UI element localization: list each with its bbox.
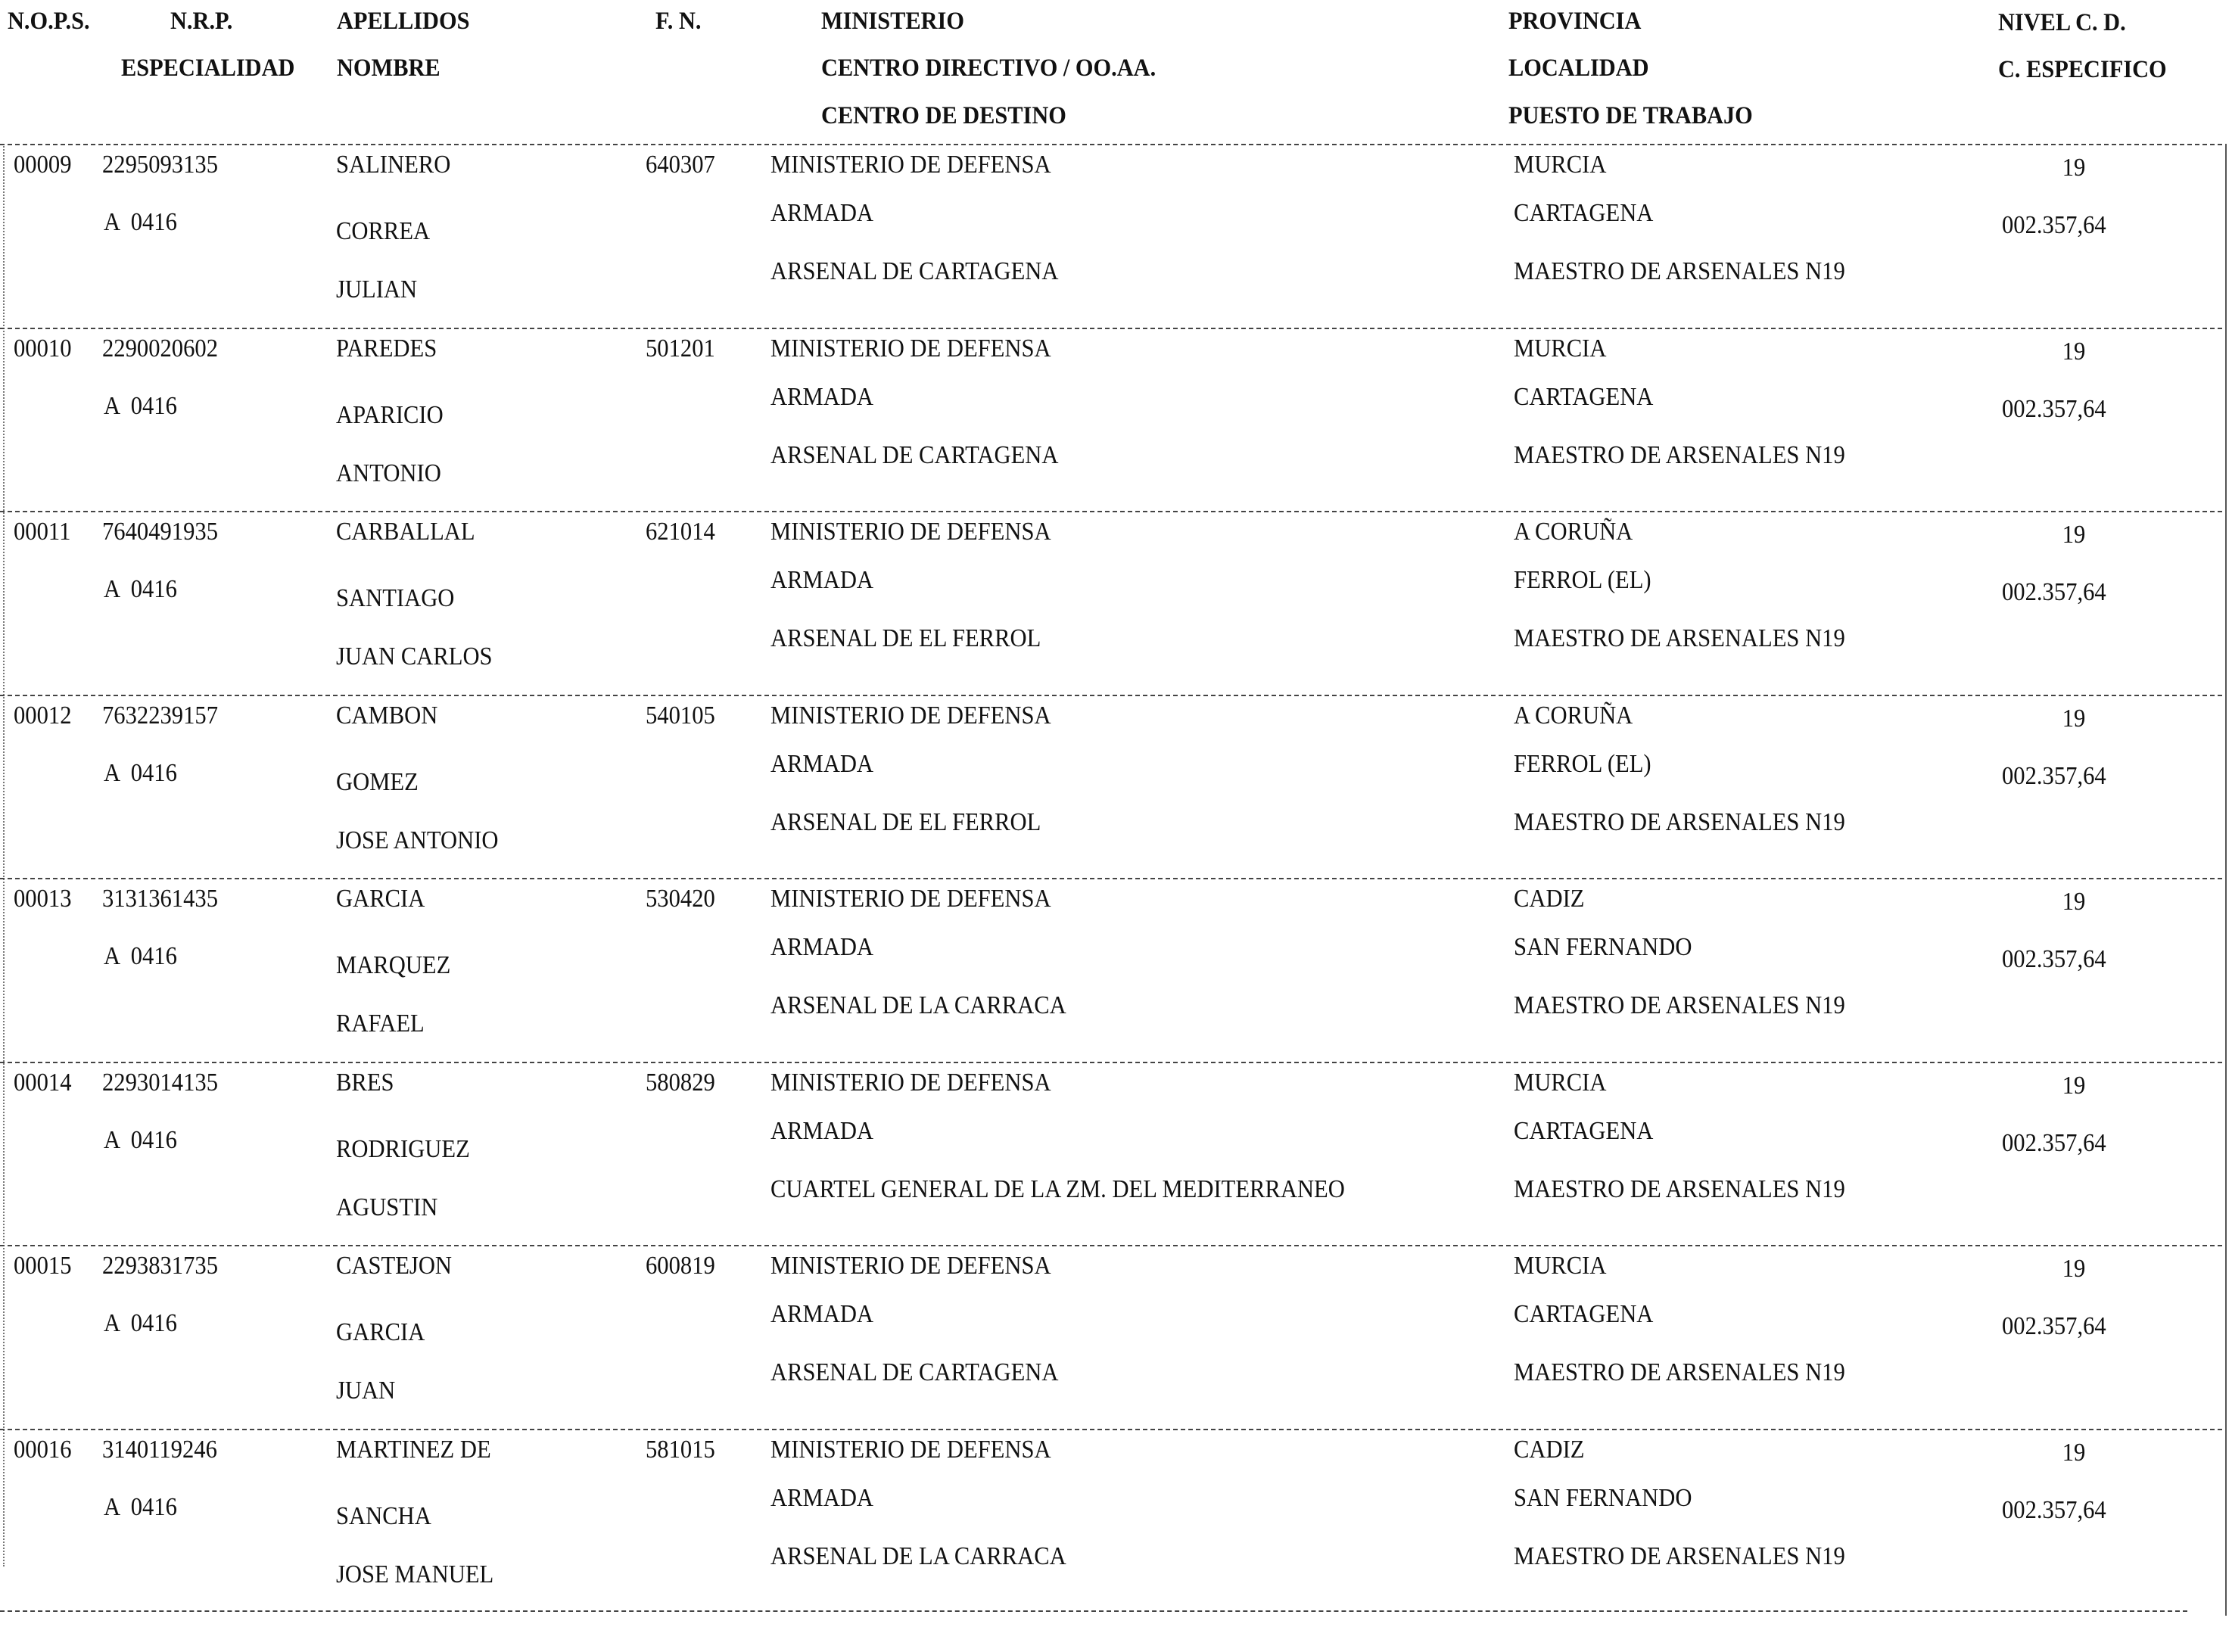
cell-ministerio: MINISTERIO DE DEFENSA bbox=[770, 701, 1051, 730]
cell-localidad: SAN FERNANDO bbox=[1514, 1483, 1692, 1512]
cell-apellido2: MARQUEZ bbox=[336, 951, 451, 979]
cell-nombre: RAFAEL bbox=[336, 1010, 425, 1038]
table-row bbox=[0, 1429, 2232, 1613]
cell-especialidad: A 0416 bbox=[104, 1125, 177, 1154]
cell-localidad: FERROL (EL) bbox=[1514, 749, 1651, 778]
header-nivel: NIVEL C. D. bbox=[1998, 9, 2126, 36]
cell-ministerio: MINISTERIO DE DEFENSA bbox=[770, 885, 1051, 913]
table-row bbox=[0, 511, 2232, 695]
cell-puesto: MAESTRO DE ARSENALES N19 bbox=[1514, 624, 1845, 652]
cell-apellido1: SALINERO bbox=[336, 151, 451, 179]
cell-nrp: 2295093135 bbox=[102, 151, 218, 179]
cell-puesto: MAESTRO DE ARSENALES N19 bbox=[1514, 257, 1845, 285]
cell-apellido1: CAMBON bbox=[336, 701, 438, 730]
cell-especifico: 002.357,64 bbox=[2002, 394, 2106, 423]
cell-especialidad: A 0416 bbox=[104, 1492, 177, 1521]
row-separator bbox=[0, 144, 2222, 145]
cell-fn: 581015 bbox=[646, 1435, 715, 1464]
cell-centro-destino: ARSENAL DE EL FERROL bbox=[770, 807, 1041, 836]
cell-provincia: CADIZ bbox=[1514, 885, 1585, 913]
row-separator bbox=[0, 511, 2222, 512]
cell-fn: 640307 bbox=[646, 151, 715, 179]
cell-apellido1: MARTINEZ DE bbox=[336, 1435, 491, 1464]
cell-ministerio: MINISTERIO DE DEFENSA bbox=[770, 1252, 1051, 1280]
cell-especifico: 002.357,64 bbox=[2002, 1128, 2106, 1157]
cell-nivel: 19 bbox=[2062, 888, 2086, 916]
table-row bbox=[0, 1245, 2232, 1429]
header-especifico: C. ESPECIFICO bbox=[1998, 56, 2167, 83]
cell-nombre: JOSE MANUEL bbox=[336, 1560, 494, 1588]
table-row bbox=[0, 328, 2232, 512]
cell-nombre: AGUSTIN bbox=[336, 1193, 438, 1221]
cell-centro-destino: ARSENAL DE CARTAGENA bbox=[770, 1358, 1059, 1386]
cell-nops: 00011 bbox=[14, 518, 71, 546]
table-row bbox=[0, 878, 2232, 1062]
cell-apellido1: GARCIA bbox=[336, 885, 425, 913]
cell-ministerio: MINISTERIO DE DEFENSA bbox=[770, 518, 1051, 546]
cell-nops: 00015 bbox=[14, 1252, 72, 1280]
cell-apellido2: RODRIGUEZ bbox=[336, 1134, 470, 1163]
cell-localidad: CARTAGENA bbox=[1514, 1300, 1654, 1328]
cell-puesto: MAESTRO DE ARSENALES N19 bbox=[1514, 1358, 1845, 1386]
cell-nivel: 19 bbox=[2062, 337, 2086, 366]
cell-centro-directivo: ARMADA bbox=[770, 1300, 874, 1328]
cell-provincia: MURCIA bbox=[1514, 151, 1607, 179]
row-separator bbox=[0, 1429, 2222, 1430]
cell-provincia: A CORUÑA bbox=[1514, 518, 1633, 546]
cell-nivel: 19 bbox=[2062, 521, 2086, 549]
cell-provincia: MURCIA bbox=[1514, 1252, 1607, 1280]
cell-nivel: 19 bbox=[2062, 1438, 2086, 1467]
cell-nrp: 3131361435 bbox=[102, 885, 218, 913]
cell-fn: 580829 bbox=[646, 1068, 715, 1097]
cell-nombre: JUAN bbox=[336, 1377, 396, 1405]
cell-centro-destino: ARSENAL DE LA CARRACA bbox=[770, 1542, 1066, 1570]
header-provincia: PROVINCIA bbox=[1508, 8, 1642, 35]
cell-centro-directivo: ARMADA bbox=[770, 933, 874, 961]
cell-nombre: JULIAN bbox=[336, 275, 418, 303]
bottom-rule bbox=[0, 1610, 2187, 1612]
cell-nops: 00014 bbox=[14, 1068, 72, 1097]
cell-nops: 00016 bbox=[14, 1435, 72, 1464]
cell-localidad: CARTAGENA bbox=[1514, 1116, 1654, 1145]
cell-centro-destino: ARSENAL DE LA CARRACA bbox=[770, 991, 1066, 1019]
header-nops: N.O.P.S. bbox=[8, 8, 90, 35]
cell-centro-directivo: ARMADA bbox=[770, 382, 874, 411]
header-especialidad: ESPECIALIDAD bbox=[121, 54, 295, 82]
cell-centro-directivo: ARMADA bbox=[770, 749, 874, 778]
header-ministerio: MINISTERIO bbox=[821, 8, 964, 35]
header-fn: F. N. bbox=[655, 8, 702, 35]
cell-nops: 00012 bbox=[14, 701, 72, 730]
cell-nombre: JOSE ANTONIO bbox=[336, 826, 499, 854]
header-nrp: N.R.P. bbox=[170, 8, 233, 35]
cell-provincia: A CORUÑA bbox=[1514, 701, 1633, 730]
cell-especialidad: A 0416 bbox=[104, 758, 177, 787]
cell-nrp: 2290020602 bbox=[102, 334, 218, 362]
table-row bbox=[0, 1062, 2232, 1246]
cell-nrp: 7640491935 bbox=[102, 518, 218, 546]
cell-nops: 00013 bbox=[14, 885, 72, 913]
row-separator bbox=[0, 695, 2222, 696]
cell-centro-destino: ARSENAL DE EL FERROL bbox=[770, 624, 1041, 652]
cell-ministerio: MINISTERIO DE DEFENSA bbox=[770, 151, 1051, 179]
cell-fn: 621014 bbox=[646, 518, 715, 546]
cell-fn: 600819 bbox=[646, 1252, 715, 1280]
cell-nrp: 3140119246 bbox=[102, 1435, 217, 1464]
cell-nops: 00009 bbox=[14, 151, 72, 179]
cell-nops: 00010 bbox=[14, 334, 72, 362]
cell-centro-directivo: ARMADA bbox=[770, 1116, 874, 1145]
cell-nrp: 2293014135 bbox=[102, 1068, 218, 1097]
cell-localidad: CARTAGENA bbox=[1514, 382, 1654, 411]
cell-nrp: 7632239157 bbox=[102, 701, 218, 730]
cell-especialidad: A 0416 bbox=[104, 208, 177, 236]
cell-apellido2: GOMEZ bbox=[336, 767, 419, 796]
cell-puesto: MAESTRO DE ARSENALES N19 bbox=[1514, 807, 1845, 836]
cell-nombre: ANTONIO bbox=[336, 459, 441, 487]
cell-apellido1: PAREDES bbox=[336, 334, 437, 362]
cell-especialidad: A 0416 bbox=[104, 942, 177, 970]
cell-ministerio: MINISTERIO DE DEFENSA bbox=[770, 1068, 1051, 1097]
cell-apellido2: SANTIAGO bbox=[336, 584, 455, 612]
cell-nivel: 19 bbox=[2062, 704, 2086, 733]
cell-apellido2: GARCIA bbox=[336, 1318, 425, 1346]
cell-apellido2: SANCHA bbox=[336, 1501, 431, 1530]
cell-centro-directivo: ARMADA bbox=[770, 199, 874, 227]
cell-provincia: CADIZ bbox=[1514, 1435, 1585, 1464]
cell-provincia: MURCIA bbox=[1514, 1068, 1607, 1097]
table-row bbox=[0, 695, 2232, 879]
cell-nivel: 19 bbox=[2062, 154, 2086, 182]
header-centro-destino: CENTRO DE DESTINO bbox=[821, 102, 1066, 129]
cell-nivel: 19 bbox=[2062, 1255, 2086, 1283]
cell-ministerio: MINISTERIO DE DEFENSA bbox=[770, 1435, 1051, 1464]
cell-fn: 530420 bbox=[646, 885, 715, 913]
header-apellidos: APELLIDOS bbox=[337, 8, 470, 35]
cell-fn: 501201 bbox=[646, 334, 715, 362]
cell-puesto: MAESTRO DE ARSENALES N19 bbox=[1514, 1542, 1845, 1570]
header-centro-directivo: CENTRO DIRECTIVO / OO.AA. bbox=[821, 54, 1156, 82]
cell-apellido2: APARICIO bbox=[336, 400, 444, 429]
cell-especifico: 002.357,64 bbox=[2002, 578, 2106, 606]
row-separator bbox=[0, 328, 2222, 329]
cell-centro-directivo: ARMADA bbox=[770, 566, 874, 594]
cell-centro-destino: CUARTEL GENERAL DE LA ZM. DEL MEDITERRANEO bbox=[770, 1174, 1345, 1203]
row-separator bbox=[0, 1062, 2222, 1063]
row-separator bbox=[0, 878, 2222, 879]
cell-provincia: MURCIA bbox=[1514, 334, 1607, 362]
cell-ministerio: MINISTERIO DE DEFENSA bbox=[770, 334, 1051, 362]
cell-especialidad: A 0416 bbox=[104, 575, 177, 603]
cell-localidad: FERROL (EL) bbox=[1514, 566, 1651, 594]
cell-especifico: 002.357,64 bbox=[2002, 211, 2106, 239]
header-localidad: LOCALIDAD bbox=[1508, 54, 1649, 82]
cell-centro-destino: ARSENAL DE CARTAGENA bbox=[770, 440, 1059, 469]
cell-apellido1: CARBALLAL bbox=[336, 518, 475, 546]
cell-nrp: 2293831735 bbox=[102, 1252, 218, 1280]
cell-centro-destino: ARSENAL DE CARTAGENA bbox=[770, 257, 1059, 285]
cell-apellido1: BRES bbox=[336, 1068, 394, 1097]
header-puesto: PUESTO DE TRABAJO bbox=[1508, 102, 1753, 129]
cell-especifico: 002.357,64 bbox=[2002, 1495, 2106, 1524]
cell-localidad: CARTAGENA bbox=[1514, 199, 1654, 227]
header-nombre: NOMBRE bbox=[337, 54, 440, 82]
cell-especialidad: A 0416 bbox=[104, 1309, 177, 1337]
cell-localidad: SAN FERNANDO bbox=[1514, 933, 1692, 961]
row-separator bbox=[0, 1245, 2222, 1246]
cell-nombre: JUAN CARLOS bbox=[336, 642, 493, 670]
cell-apellido1: CASTEJON bbox=[336, 1252, 453, 1280]
cell-especialidad: A 0416 bbox=[104, 391, 177, 420]
cell-puesto: MAESTRO DE ARSENALES N19 bbox=[1514, 991, 1845, 1019]
cell-especifico: 002.357,64 bbox=[2002, 945, 2106, 973]
cell-centro-directivo: ARMADA bbox=[770, 1483, 874, 1512]
cell-fn: 540105 bbox=[646, 701, 715, 730]
cell-especifico: 002.357,64 bbox=[2002, 761, 2106, 790]
table-row bbox=[0, 144, 2232, 328]
cell-puesto: MAESTRO DE ARSENALES N19 bbox=[1514, 1174, 1845, 1203]
cell-puesto: MAESTRO DE ARSENALES N19 bbox=[1514, 440, 1845, 469]
cell-apellido2: CORREA bbox=[336, 217, 431, 245]
cell-especifico: 002.357,64 bbox=[2002, 1312, 2106, 1340]
cell-nivel: 19 bbox=[2062, 1071, 2086, 1100]
